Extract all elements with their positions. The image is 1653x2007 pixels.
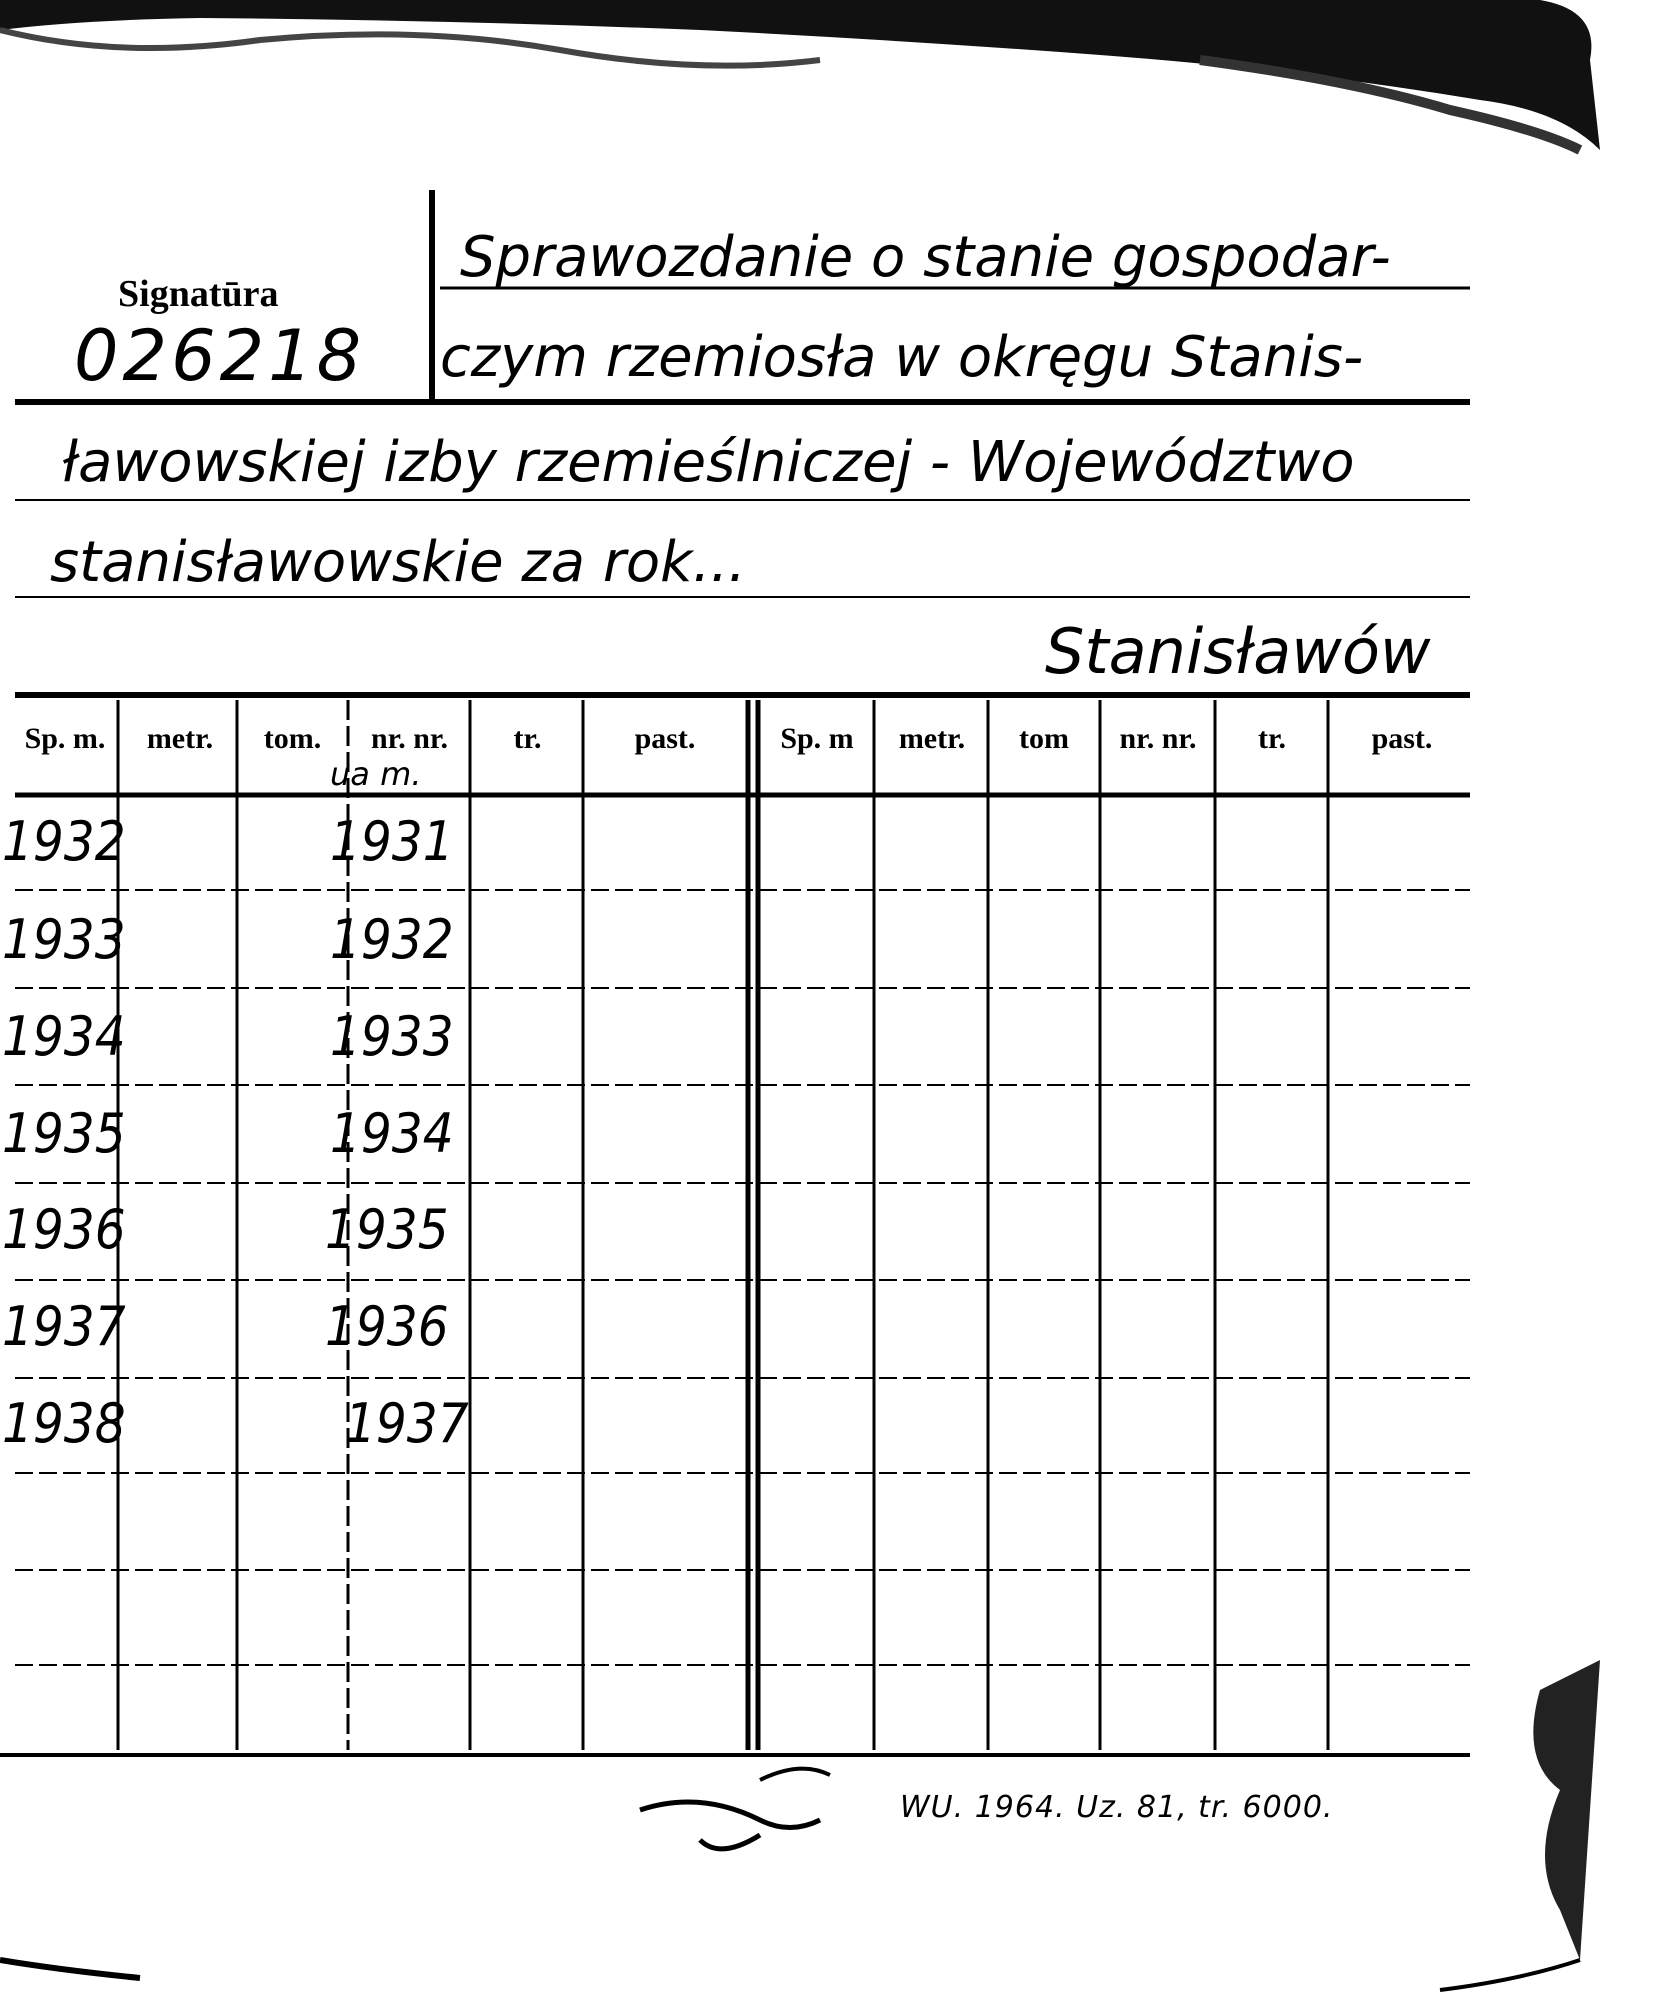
header-tom-right: tom	[1019, 722, 1069, 755]
title-line-1: Sprawozdanie o stanie gospodar-	[460, 225, 1391, 290]
row-5-sp-m: 1936	[2, 1198, 126, 1261]
row-7-nr: 1937	[345, 1392, 469, 1455]
row-3-sp-m: 1934	[2, 1005, 126, 1068]
footer-print-note: WU. 1964. Uz. 81, tr. 6000.	[900, 1790, 1334, 1825]
row-2-nr: 1932	[330, 908, 454, 971]
row-3-nr: 1933	[330, 1005, 454, 1068]
header-metr-right: metr.	[898, 722, 966, 755]
row-7-sp-m: 1938	[2, 1392, 126, 1455]
header-nr-right: nr. nr.	[1119, 722, 1197, 755]
row-2-sp-m: 1933	[2, 908, 126, 971]
header-nr-left: nr. nr.	[371, 722, 448, 755]
row-4-sp-m: 1935	[2, 1102, 126, 1165]
header-past-left: past.	[634, 722, 696, 755]
signatura-label: Signatūra	[118, 273, 279, 315]
signature-number: 026218	[74, 315, 366, 397]
row-6-sp-m: 1937	[2, 1295, 126, 1358]
row-6-nr: 1936	[325, 1295, 449, 1358]
row-5-nr: 1935	[325, 1198, 449, 1261]
row-4-nr: 1934	[330, 1102, 454, 1165]
row-1-nr: 1931	[330, 810, 454, 873]
header-tr-left: tr.	[513, 722, 542, 755]
header-tr-right: tr.	[1257, 722, 1287, 755]
header-sp-m-left: Sp. m.	[24, 722, 106, 755]
title-line-3: ławowskiej izby rzemieślniczej - Województwo	[62, 430, 1355, 495]
title-line-2: czym rzemiosła w okręgu Stanis-	[440, 325, 1364, 390]
header-metr-left: metr.	[146, 722, 214, 755]
title-line-4: stanisławowskie za rok...	[50, 530, 746, 595]
nr-overwrite-note: ua m.	[330, 755, 422, 793]
row-1-sp-m: 1932	[2, 810, 126, 873]
header-tom-left: tom.	[263, 722, 322, 755]
header-sp-m-right: Sp. m	[780, 722, 854, 755]
header-past-right: past.	[1371, 722, 1433, 755]
place-name: Stanisławów	[1045, 615, 1431, 688]
